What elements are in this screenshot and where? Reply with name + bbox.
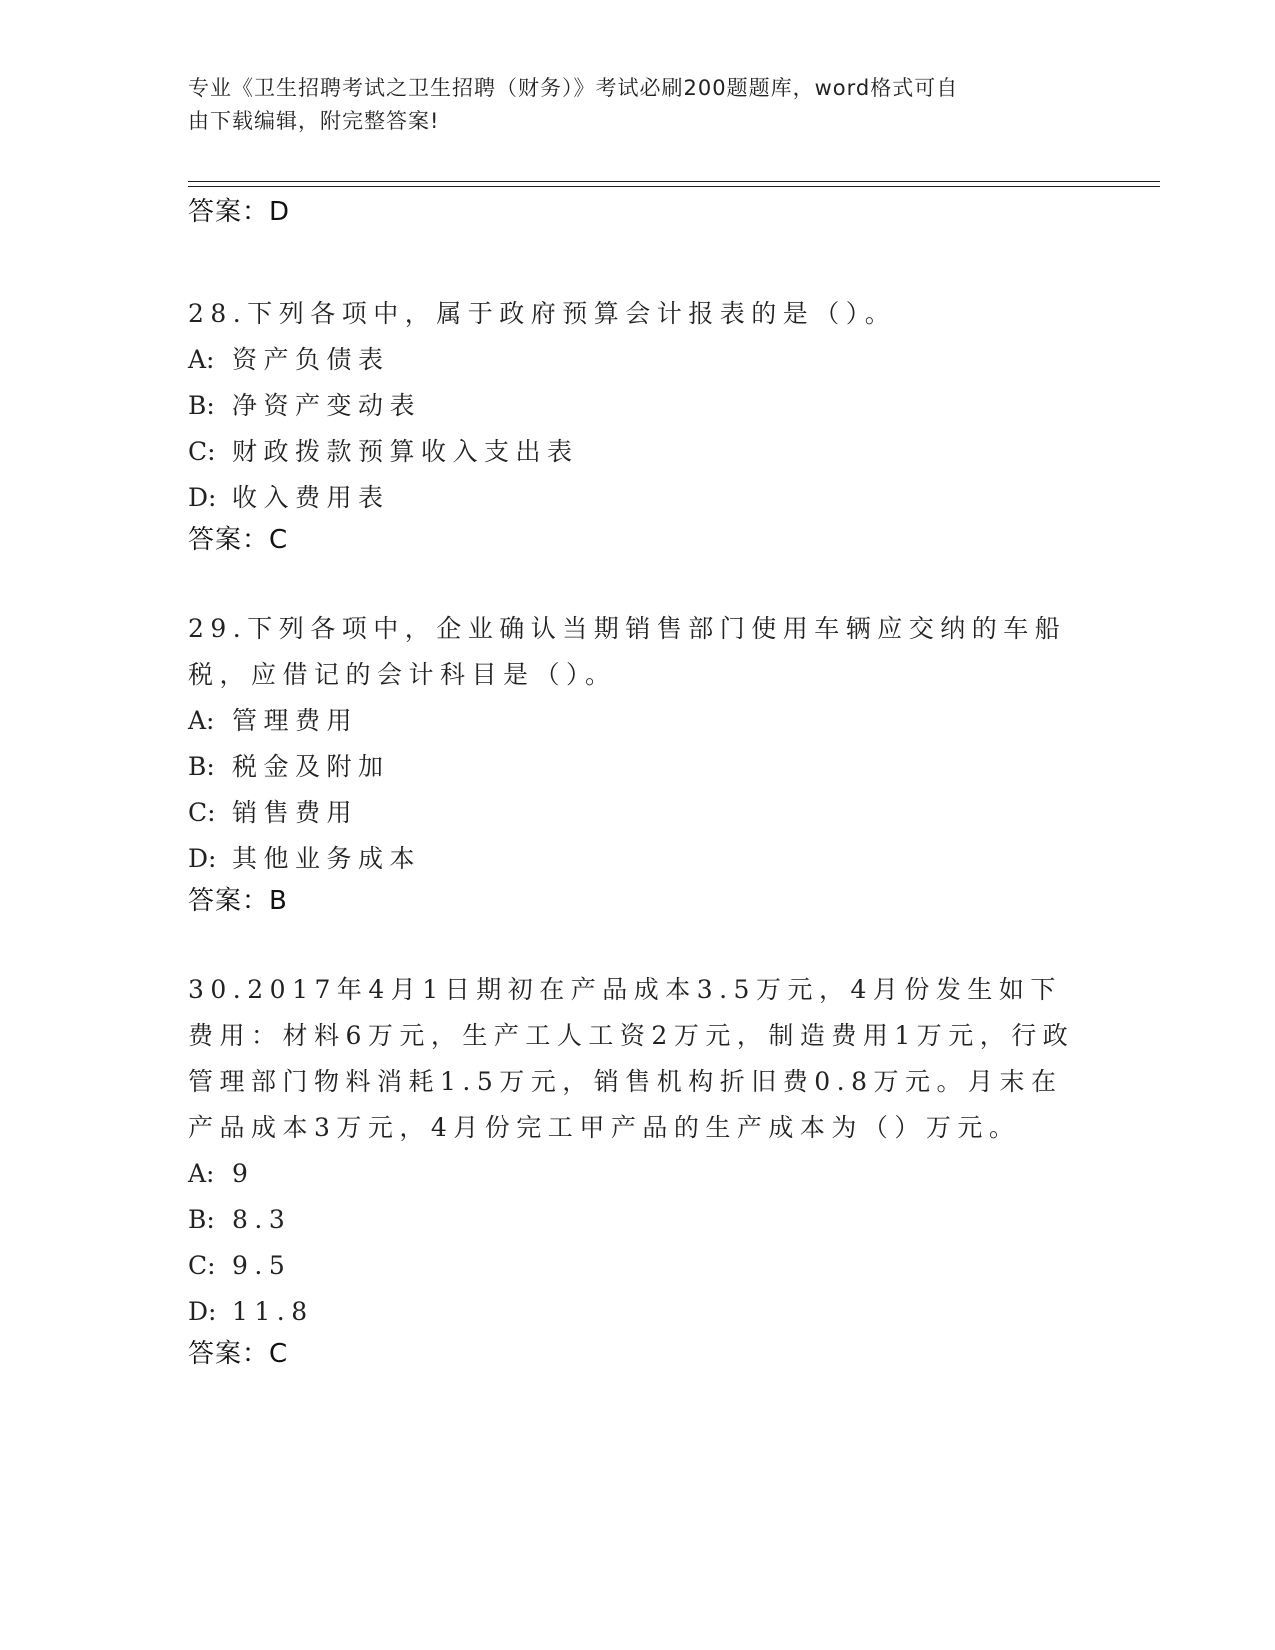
- header-rule-top: [188, 181, 1160, 182]
- option-letter: D:: [188, 483, 217, 512]
- option-text: 净资产变动表: [232, 391, 422, 420]
- option-letter: B:: [188, 1205, 215, 1234]
- option-text: 其他业务成本: [232, 844, 422, 873]
- question-29: [188, 606, 1088, 920]
- question-text: 28.下列各项中，属于政府预算会计报表的是（）。: [188, 299, 897, 328]
- option-letter: A:: [188, 706, 215, 735]
- question-text: 29.下列各项中，企业确认当期销售部门使用车辆应交纳的车船税，应借记的会计科目是（）。: [188, 614, 1067, 689]
- option-letter: C:: [188, 437, 216, 466]
- option-letter: C:: [188, 798, 216, 827]
- option-b: [188, 744, 1088, 790]
- option-letter: B:: [188, 752, 215, 781]
- option-text: 资产负债表: [232, 345, 390, 374]
- option-a: [188, 337, 1088, 383]
- option-a: [188, 1151, 1088, 1197]
- answer-label: 答案：B: [188, 886, 288, 916]
- answer-label: 答案：C: [188, 525, 289, 555]
- option-d: [188, 836, 1088, 882]
- question-text: 30.2017年4月1日期初在产品成本3.5万元，4月份发生如下费用：材料6万元，生产工人工资2万元，制造费用1万元，行政管理部门物料消耗1.5万元，销售机构折旧费0.8万元。月末在产品成本3万元，4月份完工甲产品的生产成本为（）万元。: [188, 975, 1075, 1142]
- option-text: 11.8: [232, 1297, 314, 1326]
- option-text: 收入费用表: [232, 483, 390, 512]
- header-line-2: 由下载编辑，附完整答案!: [188, 109, 440, 133]
- question-28: [188, 291, 1088, 559]
- answer-label: 答案：D: [188, 197, 291, 227]
- question-30: [188, 967, 1088, 1373]
- header-rule-bottom: [188, 186, 1160, 187]
- option-text: 9: [232, 1159, 255, 1188]
- option-text: 销售费用: [232, 798, 359, 827]
- option-letter: A:: [188, 1159, 215, 1188]
- option-c: [188, 1243, 1088, 1289]
- option-b: [188, 383, 1088, 429]
- option-letter: A:: [188, 345, 215, 374]
- option-text: 9.5: [232, 1251, 292, 1280]
- option-c: [188, 429, 1088, 475]
- option-d: [188, 475, 1088, 521]
- option-d: [188, 1289, 1088, 1335]
- option-letter: D:: [188, 844, 217, 873]
- option-a: [188, 698, 1088, 744]
- option-letter: B:: [188, 391, 215, 420]
- option-c: [188, 790, 1088, 836]
- option-text: 管理费用: [232, 706, 359, 735]
- document-body: [188, 193, 1088, 1373]
- option-text: 财政拨款预算收入支出表: [232, 437, 579, 466]
- option-letter: C:: [188, 1251, 216, 1280]
- answer-label: 答案：C: [188, 1339, 289, 1369]
- document-header: [188, 72, 1088, 138]
- option-b: [188, 1197, 1088, 1243]
- header-line-1: 专业《卫生招聘考试之卫生招聘（财务）》考试必刷200题题库，word格式可自: [188, 76, 959, 100]
- option-letter: D:: [188, 1297, 217, 1326]
- option-text: 税金及附加: [232, 752, 390, 781]
- option-text: 8.3: [232, 1205, 292, 1234]
